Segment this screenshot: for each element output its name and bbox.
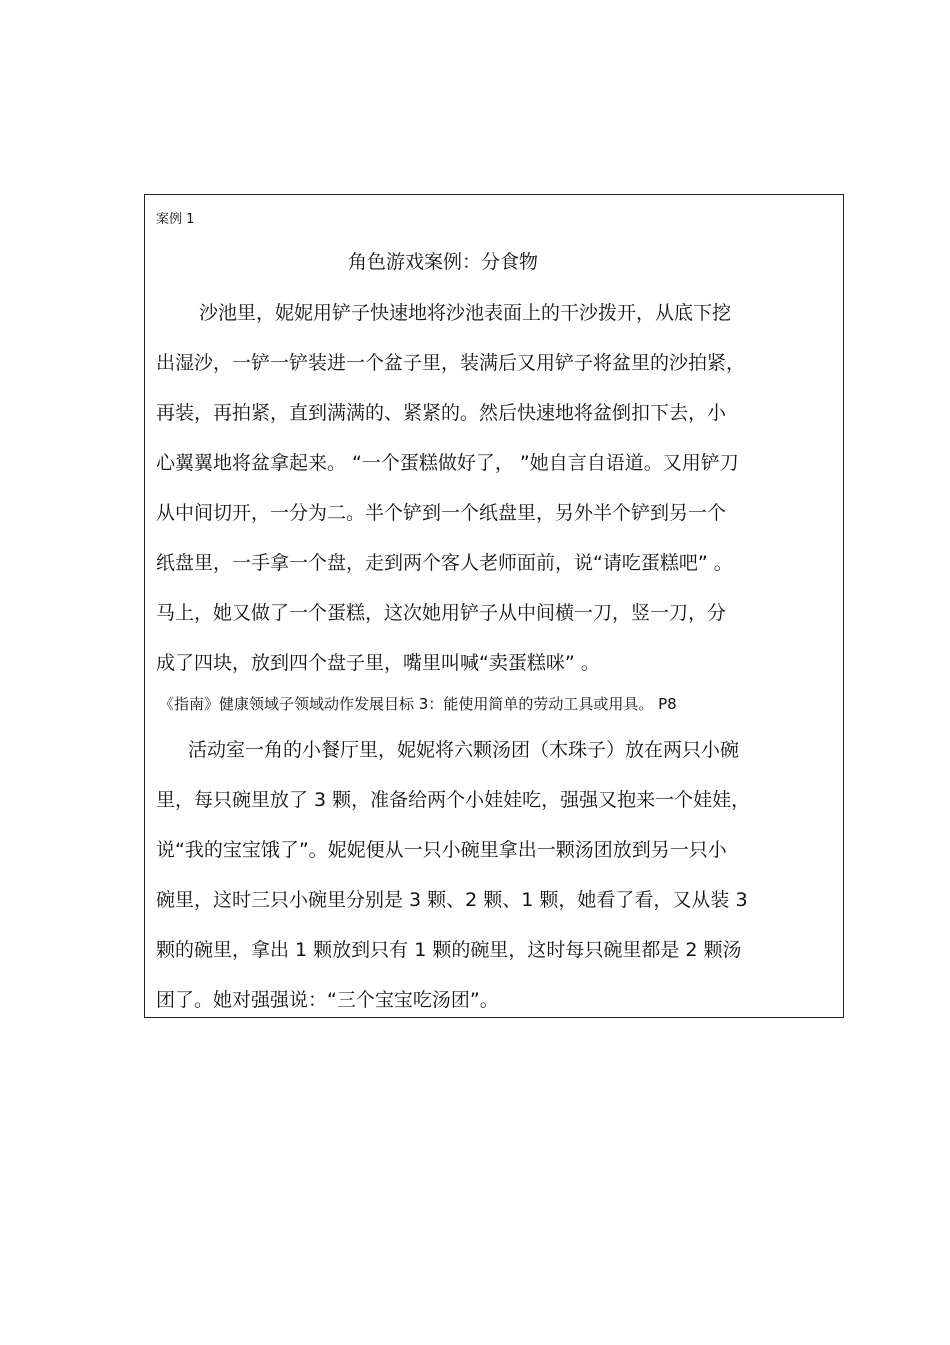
case-label: 案例 1 — [156, 212, 195, 227]
paragraph2-line: 活动室一角的小餐厅里，妮妮将六颗汤团（木珠子）放在两只小碗 — [188, 739, 740, 761]
paragraph1-line: 成了四块，放到四个盘子里，嘴里叫喊“卖蛋糕咪” 。 — [156, 652, 600, 674]
paragraph1-line: 心翼翼地将盆拿起来。 “一个蛋糕做好了， ”她自言自语道。又用铲刀 — [156, 452, 739, 474]
paragraph1-line: 沙池里，妮妮用铲子快速地将沙池表面上的干沙拨开，从底下挖 — [199, 302, 732, 324]
paragraph1-line: 纸盘里，一手拿一个盘，走到两个客人老师面前，说“请吃蛋糕吧” 。 — [156, 552, 733, 574]
paragraph2-line: 说“我的宝宝饿了”。妮妮便从一只小碗里拿出一颗汤团放到另一只小 — [156, 839, 727, 861]
paragraph1-line: 再装，再拍紧，直到满满的、紧紧的。然后快速地将盆倒扣下去，小 — [156, 402, 727, 424]
guide-reference: 《指南》健康领域子领域动作发展目标 3：能使用简单的劳动工具或用具。 P8 — [159, 695, 677, 713]
paragraph1-line: 出湿沙，一铲一铲装进一个盆子里，装满后又用铲子将盆里的沙拍紧， — [156, 352, 746, 374]
paragraph1-line: 从中间切开，一分为二。半个铲到一个纸盘里，另外半个铲到另一个 — [156, 502, 727, 524]
paragraph2-line: 里，每只碗里放了 3 颗，准备给两个小娃娃吃，强强又抱来一个娃娃， — [156, 789, 751, 811]
paragraph2-line: 颗的碗里，拿出 1 颗放到只有 1 颗的碗里，这时每只碗里都是 2 颗汤 — [156, 939, 742, 961]
case-title: 角色游戏案例：分食物 — [348, 251, 539, 273]
paragraph2-line: 碗里，这时三只小碗里分别是 3 颗、2 颗、1 颗，她看了看，又从装 3 — [156, 889, 748, 911]
paragraph2-line: 团了。她对强强说：“三个宝宝吃汤团”。 — [156, 989, 499, 1011]
paragraph1-line: 马上，她又做了一个蛋糕，这次她用铲子从中间横一刀，竖一刀，分 — [156, 602, 727, 624]
